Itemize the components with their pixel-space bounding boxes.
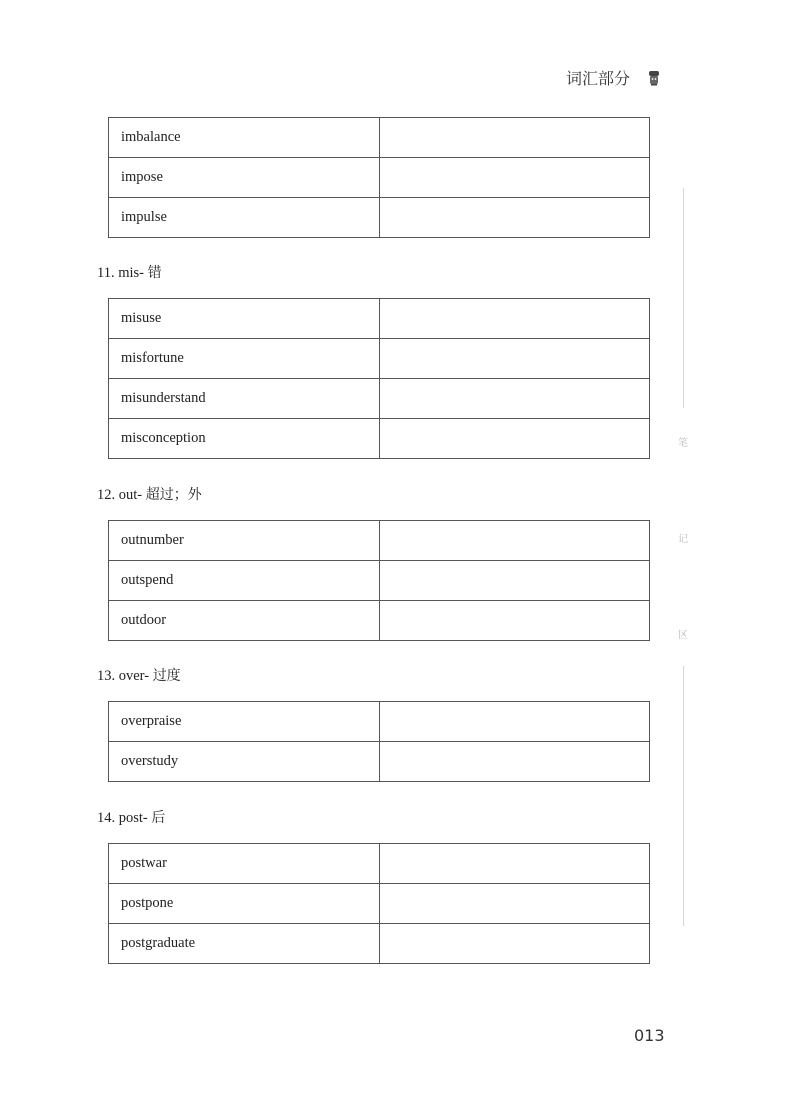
word-cell: postwar (109, 844, 380, 884)
blank-answer-cell[interactable] (380, 844, 650, 884)
table-row (109, 844, 650, 884)
blank-answer-cell[interactable] (380, 118, 650, 158)
section-meaning: 后 (151, 810, 166, 826)
table-row (109, 561, 650, 601)
table-row (109, 198, 650, 238)
section-title-over (97, 665, 181, 685)
page-number: 013 (634, 1026, 665, 1045)
blank-answer-cell[interactable] (380, 561, 650, 601)
vocab-table-mis (108, 298, 650, 459)
table-row (109, 339, 650, 379)
header-title: 词汇部分 (565, 69, 630, 88)
section-prefix: 11. mis- (97, 265, 144, 281)
table-row (109, 118, 650, 158)
section-meaning: 超过；外 (145, 487, 202, 503)
notes-sidebar-char: 笔 (678, 438, 688, 449)
notes-sidebar-line-bottom (683, 666, 684, 926)
vocab-table-post (108, 843, 650, 964)
notes-sidebar-char: 区 (678, 630, 688, 641)
word-cell: misfortune (109, 339, 380, 379)
page-header (566, 66, 660, 89)
blank-answer-cell[interactable] (380, 742, 650, 782)
word-cell: impulse (109, 198, 380, 238)
word-cell: misuse (109, 299, 380, 339)
vocab-table-continued (108, 117, 650, 238)
blank-answer-cell[interactable] (380, 884, 650, 924)
table-row (109, 419, 650, 459)
blank-answer-cell[interactable] (380, 339, 650, 379)
blank-answer-cell[interactable] (380, 521, 650, 561)
section-title-mis (97, 262, 162, 282)
word-cell: misconception (109, 419, 380, 459)
notes-sidebar-char: 记 (678, 534, 688, 545)
table-row (109, 742, 650, 782)
blank-answer-cell[interactable] (380, 601, 650, 641)
table-row (109, 702, 650, 742)
blank-answer-cell[interactable] (380, 702, 650, 742)
section-prefix: 14. post- (97, 810, 148, 826)
word-cell: outdoor (109, 601, 380, 641)
word-cell: imbalance (109, 118, 380, 158)
section-meaning: 过度 (152, 668, 181, 684)
word-cell: outspend (109, 561, 380, 601)
notes-sidebar-line-top (683, 188, 684, 408)
word-cell: misunderstand (109, 379, 380, 419)
word-cell: outnumber (109, 521, 380, 561)
word-cell: impose (109, 158, 380, 198)
table-row (109, 924, 650, 964)
word-cell: overstudy (109, 742, 380, 782)
blank-answer-cell[interactable] (380, 299, 650, 339)
vocab-table-over (108, 701, 650, 782)
section-meaning: 错 (147, 265, 162, 281)
table-row (109, 299, 650, 339)
table-row (109, 884, 650, 924)
blank-answer-cell[interactable] (380, 158, 650, 198)
word-cell: postpone (109, 884, 380, 924)
chef-mascot-icon (648, 70, 660, 86)
section-title-out (97, 484, 202, 504)
section-prefix: 12. out- (97, 487, 143, 503)
vocab-table-out (108, 520, 650, 641)
table-row (109, 379, 650, 419)
section-title-post (97, 807, 165, 827)
word-cell: overpraise (109, 702, 380, 742)
blank-answer-cell[interactable] (380, 924, 650, 964)
blank-answer-cell[interactable] (380, 419, 650, 459)
table-row (109, 521, 650, 561)
table-row (109, 158, 650, 198)
word-cell: postgraduate (109, 924, 380, 964)
blank-answer-cell[interactable] (380, 379, 650, 419)
section-prefix: 13. over- (97, 668, 150, 684)
table-row (109, 601, 650, 641)
blank-answer-cell[interactable] (380, 198, 650, 238)
